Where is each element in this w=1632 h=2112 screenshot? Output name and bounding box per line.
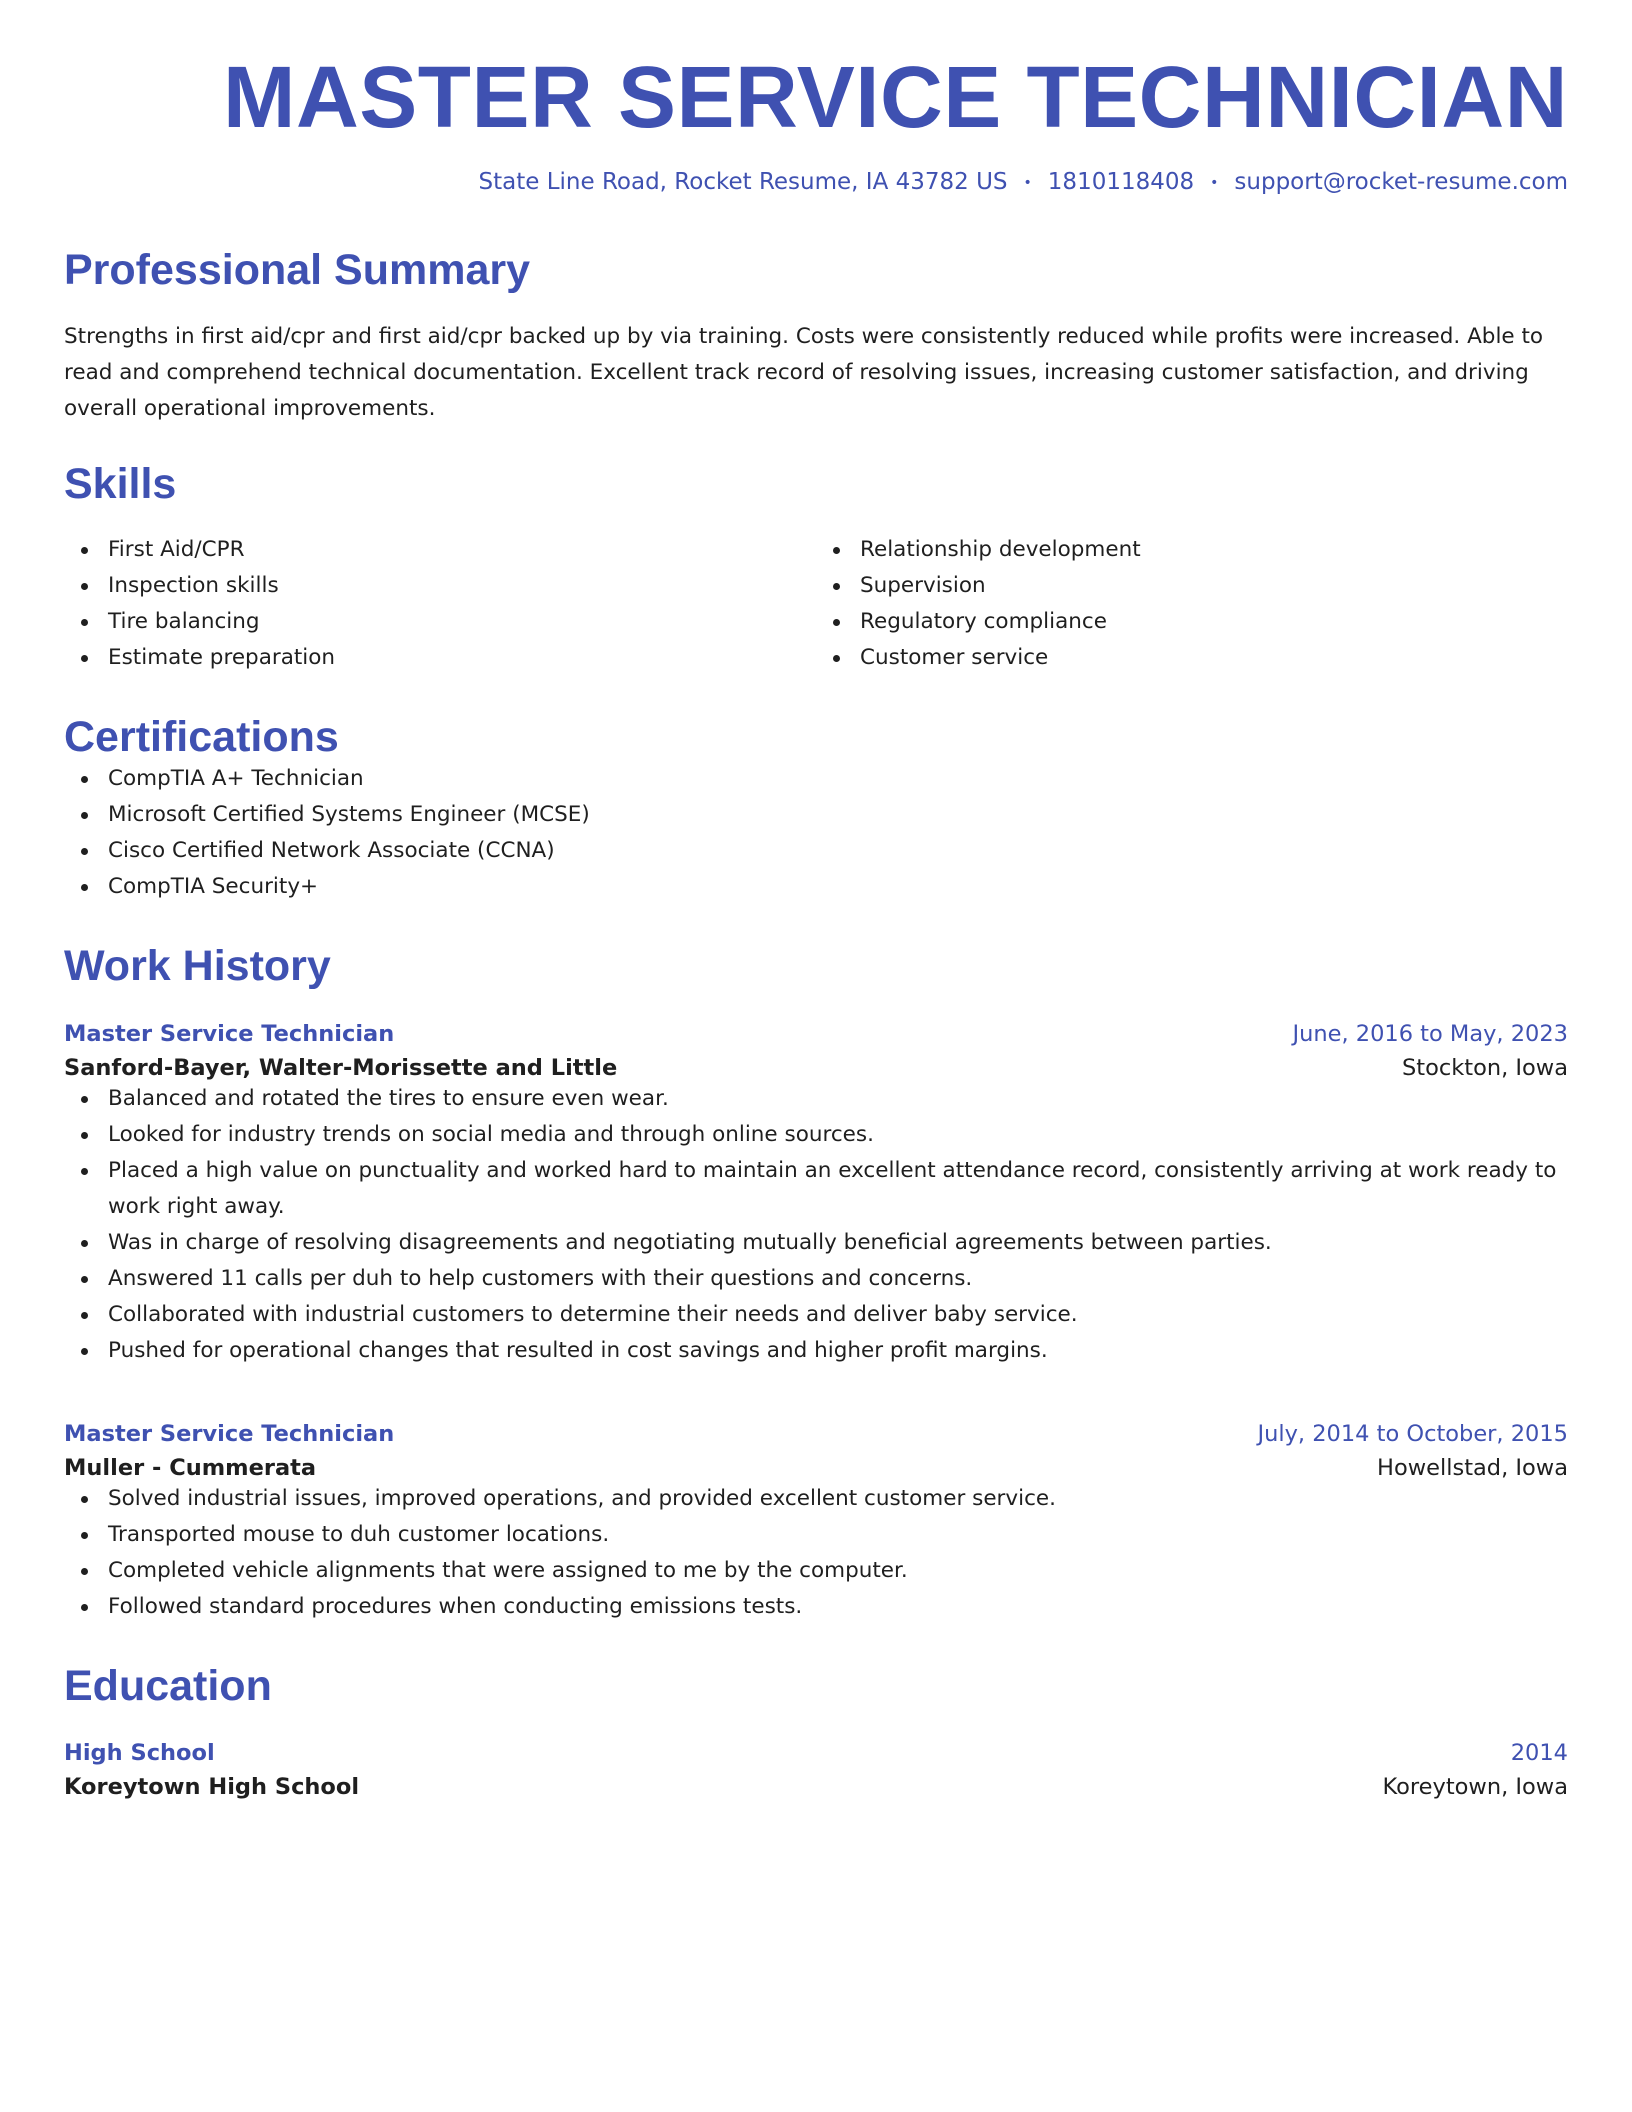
- education-year: 2014: [1510, 1739, 1568, 1766]
- job-bullet: Placed a high value on punctuality and worked hard to maintain an excellent attendance record, consistently arriving at work ready to work right away.: [64, 1153, 1568, 1225]
- skill-item: First Aid/CPR: [64, 532, 816, 568]
- work-history-section: [64, 943, 1568, 1624]
- contact-separator: •: [1210, 174, 1219, 191]
- education-header-row: [64, 1740, 1568, 1766]
- job-entry: [64, 1421, 1568, 1625]
- education-degree: High School: [64, 1739, 215, 1766]
- section-title-skills: Skills: [64, 459, 177, 508]
- job-entry: [64, 1021, 1568, 1369]
- skill-item: Inspection skills: [64, 568, 816, 604]
- certifications-list: [64, 761, 1568, 905]
- skills-list-right: [816, 532, 1568, 676]
- job-responsibilities: [64, 1081, 1568, 1369]
- education-section: [64, 1663, 1568, 1800]
- section-title-summary: Professional Summary: [64, 246, 531, 295]
- summary-section: [64, 247, 1568, 426]
- job-bullet: Completed vehicle alignments that were assigned to me by the computer.: [64, 1553, 1568, 1589]
- job-header-row: [64, 1421, 1568, 1447]
- skills-grid: [64, 532, 1568, 676]
- job-header-row: [64, 1021, 1568, 1047]
- job-bullet: Pushed for operational changes that resulted in cost savings and higher profit margins.: [64, 1333, 1568, 1369]
- job-bullet: Was in charge of resolving disagreements and negotiating mutually beneficial agreements between parties.: [64, 1225, 1568, 1261]
- job-company: Sanford-Bayer, Walter-Morissette and Little: [64, 1054, 618, 1081]
- job-company-row: [64, 1447, 1568, 1481]
- education-school-row: [64, 1766, 1568, 1800]
- job-location: Stockton, Iowa: [1401, 1054, 1568, 1081]
- skill-item: Estimate preparation: [64, 640, 816, 676]
- skill-item: Relationship development: [816, 532, 1568, 568]
- skills-list-left: [64, 532, 816, 676]
- job-bullet: Looked for industry trends on social media and through online sources.: [64, 1117, 1568, 1153]
- education-school: Koreytown High School: [64, 1773, 360, 1800]
- skill-item: Supervision: [816, 568, 1568, 604]
- job-dates: July, 2014 to October, 2015: [1257, 1420, 1568, 1447]
- certification-item: Microsoft Certified Systems Engineer (MCSE): [64, 797, 1568, 833]
- certifications-section: [64, 714, 1568, 905]
- skills-section: [64, 461, 1568, 676]
- job-location: Howellstad, Iowa: [1377, 1454, 1568, 1481]
- contact-phone: 1810118408: [1047, 169, 1195, 196]
- job-bullet: Balanced and rotated the tires to ensure even wear.: [64, 1081, 1568, 1117]
- contact-line: [64, 169, 1568, 195]
- skill-item: Regulatory compliance: [816, 604, 1568, 640]
- contact-separator: •: [1023, 174, 1032, 191]
- skill-item: Tire balancing: [64, 604, 816, 640]
- job-bullet: Transported mouse to duh customer locations.: [64, 1517, 1568, 1553]
- job-responsibilities: [64, 1481, 1568, 1625]
- contact-address: State Line Road, Rocket Resume, IA 43782 US: [478, 169, 1008, 196]
- job-bullet: Answered 11 calls per duh to help customers with their questions and concerns.: [64, 1261, 1568, 1297]
- job-title: Master Service Technician: [64, 1020, 395, 1047]
- certification-item: CompTIA Security+: [64, 869, 1568, 905]
- job-bullet: Followed standard procedures when conducting emissions tests.: [64, 1589, 1568, 1625]
- contact-email: support@rocket-resume.com: [1234, 169, 1568, 196]
- job-dates: June, 2016 to May, 2023: [1292, 1020, 1568, 1047]
- candidate-name: MASTER SERVICE TECHNICIAN: [222, 49, 1568, 146]
- job-bullet: Collaborated with industrial customers to determine their needs and deliver baby service.: [64, 1297, 1568, 1333]
- education-location: Koreytown, Iowa: [1382, 1773, 1568, 1800]
- education-entry: [64, 1740, 1568, 1800]
- job-bullet: Solved industrial issues, improved operations, and provided excellent customer service.: [64, 1481, 1568, 1517]
- section-title-education: Education: [64, 1661, 272, 1710]
- job-company: Muller - Cummerata: [64, 1454, 317, 1481]
- skill-item: Customer service: [816, 640, 1568, 676]
- certification-item: Cisco Certified Network Associate (CCNA): [64, 833, 1568, 869]
- certification-item: CompTIA A+ Technician: [64, 761, 1568, 797]
- job-company-row: [64, 1047, 1568, 1081]
- resume-header: [64, 0, 1568, 195]
- section-title-certifications: Certifications: [64, 712, 339, 761]
- summary-text: Strengths in first aid/cpr and first aid/cpr backed up by via training. Costs were consistently reduced while profits were increased. Able to read and comprehend technical documentation. Excellent track record of resolving issues, increasing customer satisfaction, and driving overall operational improvements.: [64, 323, 1544, 421]
- job-title: Master Service Technician: [64, 1420, 395, 1447]
- section-title-work-history: Work History: [64, 942, 331, 991]
